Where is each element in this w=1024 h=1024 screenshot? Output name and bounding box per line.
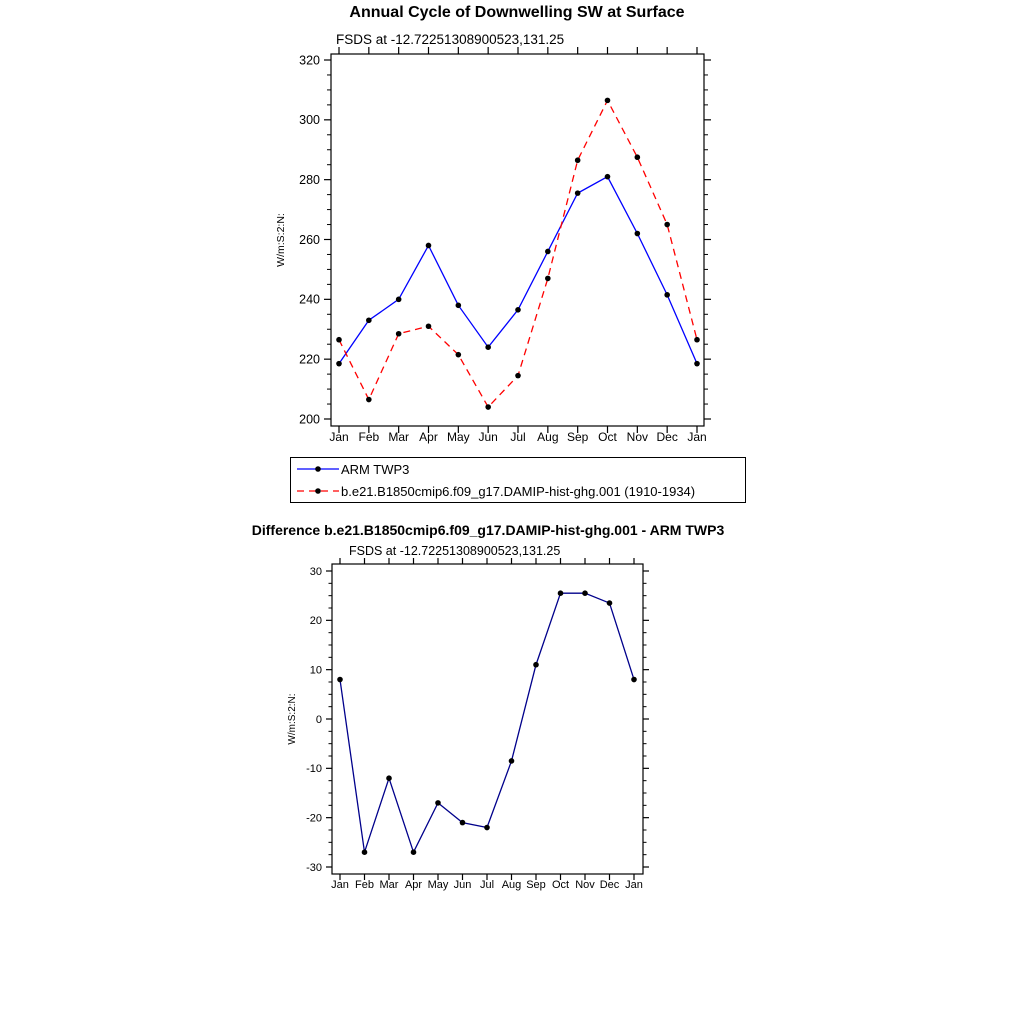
svg-text:-10: -10 xyxy=(306,763,322,776)
svg-text:Sep: Sep xyxy=(526,879,546,891)
svg-text:Feb: Feb xyxy=(355,879,374,891)
svg-text:Jul: Jul xyxy=(510,430,526,444)
svg-text:280: 280 xyxy=(299,173,320,188)
svg-text:300: 300 xyxy=(299,113,320,128)
svg-text:200: 200 xyxy=(299,412,320,427)
svg-text:Jan: Jan xyxy=(687,430,707,444)
chart1-subtitle: FSDS at -12.72251308900523,131.25 xyxy=(336,32,565,47)
svg-text:Jun: Jun xyxy=(453,879,472,891)
svg-text:Jan: Jan xyxy=(329,430,349,444)
svg-text:Feb: Feb xyxy=(358,430,380,444)
svg-text:Jun: Jun xyxy=(478,430,498,444)
svg-text:220: 220 xyxy=(299,352,320,367)
svg-text:Jan: Jan xyxy=(331,879,349,891)
svg-text:30: 30 xyxy=(309,565,322,578)
svg-text:10: 10 xyxy=(309,664,322,677)
chart1-title: Annual Cycle of Downwelling SW at Surface xyxy=(349,4,685,21)
svg-text:240: 240 xyxy=(299,292,320,307)
svg-text:320: 320 xyxy=(299,53,320,68)
svg-text:20: 20 xyxy=(309,615,322,628)
chart2-subtitle: FSDS at -12.72251308900523,131.25 xyxy=(349,544,561,558)
svg-text:0: 0 xyxy=(315,713,322,726)
svg-text:-30: -30 xyxy=(306,861,322,874)
svg-text:260: 260 xyxy=(299,232,320,247)
svg-text:Sep: Sep xyxy=(566,430,589,444)
svg-text:Mar: Mar xyxy=(379,879,399,891)
svg-text:Apr: Apr xyxy=(404,879,423,891)
svg-text:Aug: Aug xyxy=(537,430,559,444)
svg-text:W/m:S:2:N:: W/m:S:2:N: xyxy=(275,213,287,267)
svg-text:-20: -20 xyxy=(306,812,322,825)
legend-label-model: b.e21.B1850cmip6.f09_g17.DAMIP-hist-ghg.001 (1910-1934) xyxy=(341,483,696,499)
svg-text:Dec: Dec xyxy=(599,879,620,891)
chart2-title: Difference b.e21.B1850cmip6.f09_g17.DAMIP-hist-ghg.001 - ARM TWP3 xyxy=(251,522,725,538)
legend-label-arm-twp3: ARM TWP3 xyxy=(341,461,410,477)
svg-text:May: May xyxy=(427,879,449,891)
svg-text:Dec: Dec xyxy=(656,430,678,444)
svg-text:Nov: Nov xyxy=(626,430,649,444)
svg-text:Oct: Oct xyxy=(551,879,570,891)
svg-text:W/m:S:2:N:: W/m:S:2:N: xyxy=(287,693,298,745)
svg-text:Jan: Jan xyxy=(625,879,643,891)
svg-text:Nov: Nov xyxy=(575,879,595,891)
svg-text:Jul: Jul xyxy=(479,879,495,891)
svg-text:Mar: Mar xyxy=(388,430,410,444)
svg-text:May: May xyxy=(446,430,470,444)
svg-text:Oct: Oct xyxy=(598,430,617,444)
svg-text:Aug: Aug xyxy=(501,879,522,891)
svg-text:Apr: Apr xyxy=(419,430,438,444)
